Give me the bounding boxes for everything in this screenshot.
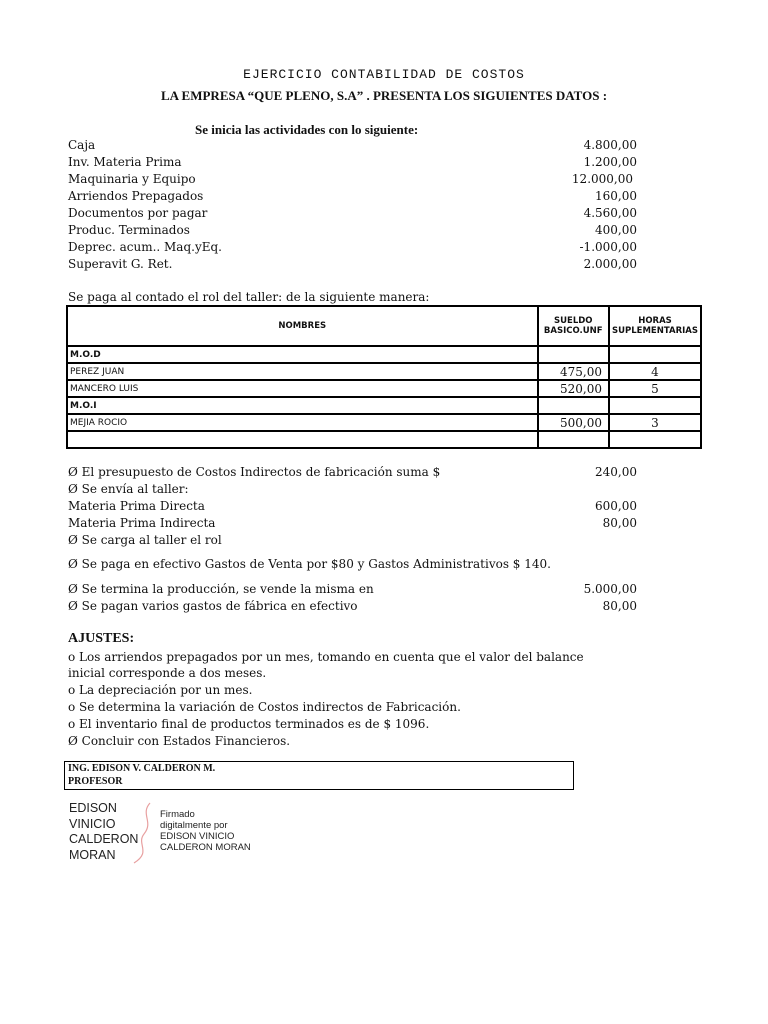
- table-cell: [67, 431, 538, 448]
- inicio-value: 160,00: [595, 189, 637, 203]
- table-cell: [538, 397, 609, 414]
- inicio-value: -1.000,00: [579, 240, 637, 254]
- presupuesto-label: Ø El presupuesto de Costos Indirectos de fabricación suma $: [68, 465, 441, 479]
- ajuste-line: o El inventario final de productos terminados es de $ 1096.: [68, 717, 430, 731]
- document-subtitle: LA EMPRESA “QUE PLENO, S.A” . PRESENTA LOS SIGUIENTES DATOS :: [160, 88, 608, 103]
- signature-text-line: CALDERON MORAN: [160, 842, 251, 853]
- employee-hours: 4: [609, 363, 701, 380]
- ajuste-line: o Se determina la variación de Costos indirectos de Fabricación.: [68, 700, 461, 714]
- header-horas: HORAS SUPLEMENTARIAS: [609, 306, 701, 346]
- table-cell: [609, 397, 701, 414]
- header-nombres: NOMBRES: [67, 306, 538, 346]
- signature-name-line: EDISON: [69, 801, 117, 815]
- employee-name: MANCERO LUIS: [67, 380, 538, 397]
- signature-text-line: digitalmente por: [160, 820, 228, 831]
- signature-text: [160, 809, 251, 853]
- mpd-value: 600,00: [595, 499, 637, 513]
- inicio-label: Caja: [68, 138, 96, 152]
- table-row: [67, 363, 701, 380]
- signature-name-line: VINICIO: [69, 816, 116, 831]
- table-row: [67, 414, 701, 431]
- table-cell: [609, 431, 701, 448]
- table-cell: [538, 431, 609, 448]
- table-row: [67, 380, 701, 397]
- ajustes-heading: AJUSTES:: [68, 631, 135, 646]
- signature-text-line: Firmado: [160, 809, 195, 820]
- inicio-label: Produc. Terminados: [68, 223, 190, 237]
- termina-value: 5.000,00: [583, 582, 637, 596]
- ajuste-line: Ø Concluir con Estados Financieros.: [68, 734, 291, 748]
- employee-hours: 5: [609, 380, 701, 397]
- mpi-label: Materia Prima Indirecta: [68, 516, 216, 530]
- signature-name-line: CALDERON: [69, 832, 139, 846]
- group-mod: M.O.D: [67, 346, 538, 363]
- rol-intro: Se paga al contado el rol del taller: de la siguiente manera:: [68, 290, 430, 304]
- inicio-label: Documentos por pagar: [68, 206, 208, 220]
- mpi-value: 80,00: [602, 516, 637, 530]
- inicio-value: 1.200,00: [583, 155, 637, 169]
- presupuesto-value: 240,00: [595, 465, 637, 479]
- inicio-value: 400,00: [595, 223, 637, 237]
- inicio-label: Inv. Materia Prima: [68, 155, 182, 169]
- inicio-value: 12.000,00: [571, 172, 633, 186]
- inicio-label: Deprec. acum.. Maq.yEq.: [68, 240, 222, 254]
- inicio-value: 4.800,00: [583, 138, 637, 152]
- employee-salary: 520,00: [538, 380, 609, 397]
- rol-table: [66, 305, 702, 449]
- table-row: [67, 346, 701, 363]
- termina-label: Ø Se termina la producción, se vende la misma en: [68, 582, 374, 596]
- employee-hours: 3: [609, 414, 701, 431]
- ajuste-line: inicial corresponde a dos meses.: [68, 666, 267, 680]
- employee-salary: 500,00: [538, 414, 609, 431]
- header-sueldo: SUELDO BASICO.UNF: [538, 306, 609, 346]
- envia-label: Ø Se envía al taller:: [68, 482, 189, 496]
- table-cell: [609, 346, 701, 363]
- inicio-label: Superavit G. Ret.: [68, 257, 173, 271]
- fabrica-value: 80,00: [602, 599, 637, 613]
- fabrica-label: Ø Se pagan varios gastos de fábrica en efectivo: [68, 599, 358, 613]
- carga-label: Ø Se carga al taller el rol: [68, 533, 222, 547]
- inicio-value: 2.000,00: [583, 257, 637, 271]
- table-header-row: [67, 306, 701, 346]
- inicio-label: Maquinaria y Equipo: [68, 172, 196, 186]
- group-moi: M.O.I: [67, 397, 538, 414]
- document-title: EJERCICIO CONTABILIDAD DE COSTOS: [243, 67, 525, 82]
- employee-name: MEJIA ROCIO: [67, 414, 538, 431]
- inicio-heading: Se inicia las actividades con lo siguiente:: [195, 122, 419, 137]
- gastos-label: Ø Se paga en efectivo Gastos de Venta por $80 y Gastos Administrativos $ 140.: [68, 557, 551, 571]
- ajuste-line: o Los arriendos prepagados por un mes, tomando en cuenta que el valor del balance: [68, 650, 584, 664]
- signature-mark-icon: [128, 800, 158, 866]
- inicio-value: 4.560,00: [583, 206, 637, 220]
- mpd-label: Materia Prima Directa: [68, 499, 205, 513]
- profesor-name: ING. EDISON V. CALDERON M.: [68, 763, 216, 774]
- profesor-box: [64, 761, 574, 790]
- signature-text-line: EDISON VINICIO: [160, 831, 235, 842]
- table-row: [67, 397, 701, 414]
- signature-name-line: MORAN: [69, 847, 116, 862]
- profesor-role: PROFESOR: [68, 776, 123, 787]
- table-cell: [538, 346, 609, 363]
- ajuste-line: o La depreciación por un mes.: [68, 683, 253, 697]
- inicio-label: Arriendos Prepagados: [68, 189, 204, 203]
- employee-name: PEREZ JUAN: [67, 363, 538, 380]
- employee-salary: 475,00: [538, 363, 609, 380]
- table-row: [67, 431, 701, 448]
